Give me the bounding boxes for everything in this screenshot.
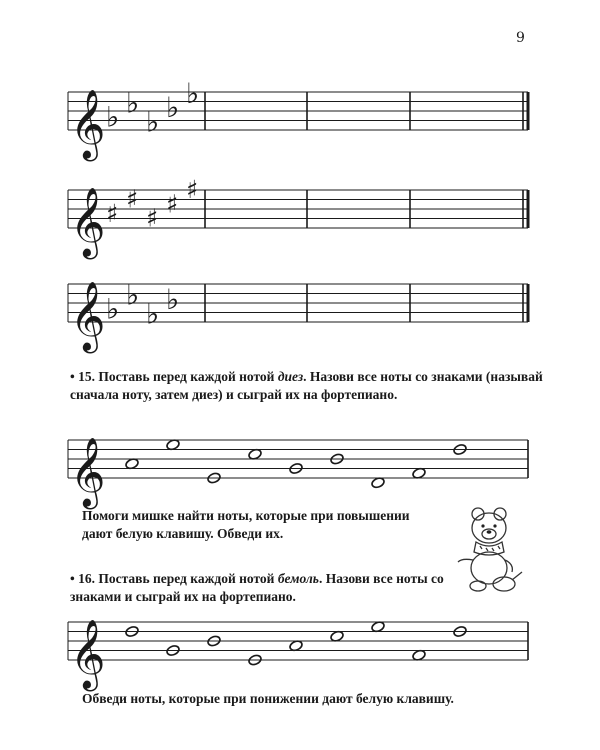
treble-clef: 𝄞 [70,281,106,351]
flat-sign: ♭ [166,91,180,124]
flat-sign: ♭ [146,297,160,331]
sharp-sign: ♯ [166,189,179,219]
flat-sign: ♭ [186,76,200,110]
instruction-text-continued: . Назови все ноты со знаками и сыграй их на фортепиано. [70,571,444,604]
sharp-sign: ♯ [186,175,199,204]
page-number: 9 [516,30,525,46]
treble-clef: 𝄞 [70,89,106,159]
treble-clef: 𝄞 [70,187,106,257]
sharp-sign: ♯ [106,198,119,228]
exercise-16-hint: Обведи ноты, которые при понижении дают белую клавишу. [82,691,454,706]
instruction-text: Поставь перед каждой нотой [98,571,275,586]
exercise-15-hint: Помоги мишке найти ноты, которые при повышении дают белую клавишу. Обведи их. [82,508,410,541]
instruction-text-continued: . Назови все ноты со знаками (называй сначала ноту, затем диез) и сыграй их на фортепиано. [70,369,543,402]
flat-sign: ♭ [166,283,180,316]
bullet: • [70,369,75,384]
treble-clef: 𝄞 [70,437,106,507]
sharp-sign: ♯ [146,203,159,233]
exercise-16-staff [0,612,600,689]
staff-sharps-five [0,168,600,258]
exercise-number: 15. [78,369,95,384]
bullet: • [70,571,75,586]
flat-sign: ♭ [126,278,140,312]
sharp-sign: ♯ [126,184,139,214]
instruction-text: Поставь перед каждой нотой [98,369,275,384]
flat-sign: ♭ [106,100,120,134]
term-sharp: диез [277,369,304,384]
exercise-15-staff [0,430,600,507]
staff-flats-five [0,70,600,160]
exercise-15-instruction [70,368,550,404]
staff-flats-four [0,262,600,352]
bear-illustration [454,502,524,597]
flat-sign: ♭ [126,86,140,120]
term-flat: бемоль [277,571,319,586]
flat-sign: ♭ [146,105,160,139]
flat-sign: ♭ [106,292,120,326]
exercise-number: 16. [78,571,95,586]
treble-clef: 𝄞 [70,619,106,689]
exercise-16-instruction [70,570,450,606]
